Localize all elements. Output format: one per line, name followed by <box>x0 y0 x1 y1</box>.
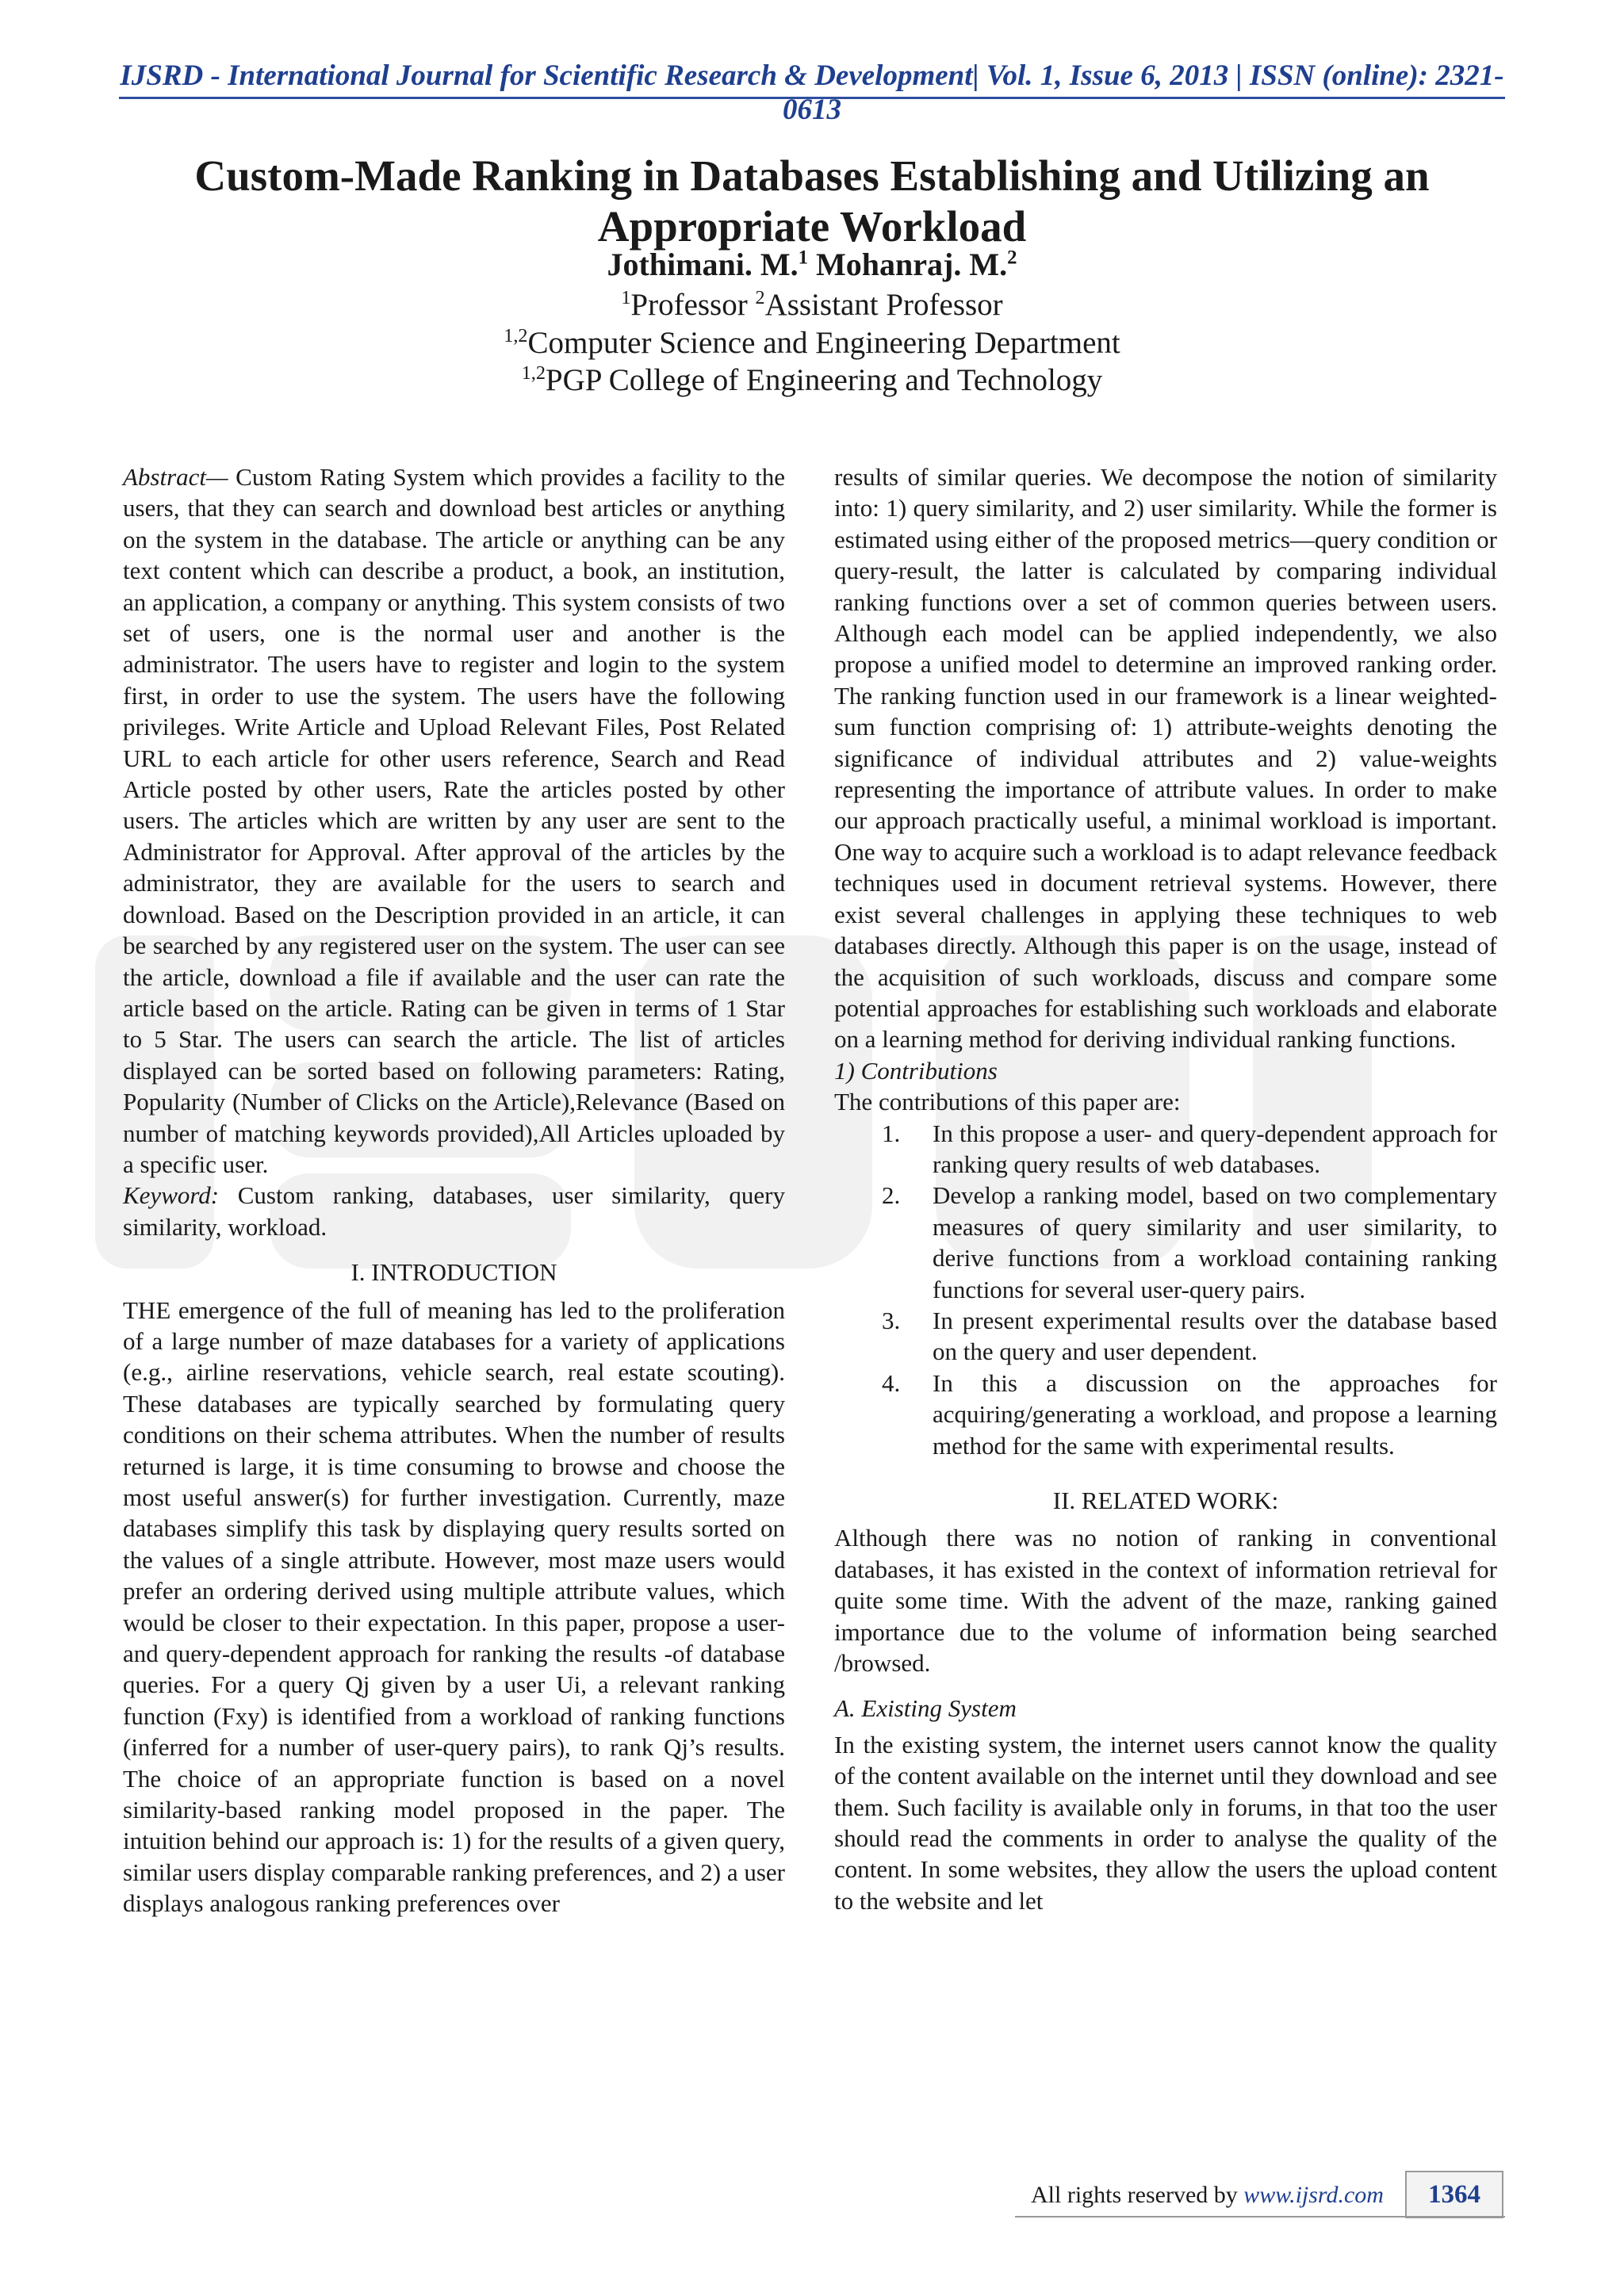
right-para-1: results of similar queries. We decompose the notion of similarity into: 1) query similarity, and 2) user similarity. While the former is estimated using either of the proposed metrics—query condition or query-result, the latter is calculated by comparing individual ranking functions over a set of common queries between users. Although each model can be applied independently, we also propose a unified model to determine an improved ranking order. The ranking function used in our framework is a linear weighted-sum function comprising of: 1) attribute-weights denoting the significance of individual attributes and 2) value-weights representing the importance of attribute values. In order to make our approach practically useful, a minimal workload is important. One way to acquire such a workload is to adapt relevance feedback techniques used in document retrieval systems. However, there exist several challenges in applying these techniques to web databases directly. Although this paper is on the usage, instead of the acquisition of such workloads, discuss and compare some potential approaches for establishing such workloads and elaborate on a learning method for deriving individual ranking functions. <box>834 463 1497 1054</box>
paper-title <box>119 151 1505 252</box>
title-line-2: Appropriate Workload <box>597 202 1027 251</box>
intro-text: THE emergence of the full of meaning has led to the proliferation of a large number of maze databases for a variety of applications (e.g., airline reservations, vehicle search, real estate scouting). These databases are typically searched by formulating query conditions on their schema attributes. When the number of results returned is large, it is time consuming to browse and choose the most useful answer(s) for further investigation. Currently, maze databases simplify this task by displaying query results sorted on the values of a single attribute. However, most maze users would prefer an ordering derived using multiple attribute values, which would be closer to their expectation. In this paper, propose a user- and query-dependent approach for ranking the results -of database queries. For a query Qj given by a user Ui, a relevant ranking function (Fxy) is identified from a workload of ranking functions (inferred for a number of user-query pairs), to rank Qj’s results. The choice of an appropriate function is based on a novel similarity-based ranking model proposed in the paper. The intuition behind our approach is: 1) for the results of a given query, similar users display comparable ranking preferences, and 2) a user displays analogous ranking preferences over <box>123 1295 785 1918</box>
list-text: Develop a ranking model, based on two complementary measures of query similarity and user similarity, to derive functions from a workload containing ranking functions for several user-query pairs. <box>933 1181 1497 1303</box>
aff-sup: 1,2 <box>504 325 528 346</box>
title-line-1: Custom-Made Ranking in Databases Establishing and Utilizing an <box>194 151 1430 200</box>
list-item <box>834 1118 1497 1181</box>
aff-position-2: Assistant Professor <box>764 288 1003 322</box>
page-number: 1364 <box>1405 2171 1503 2218</box>
list-number: 1. <box>882 1119 901 1147</box>
aff-sup: 1 <box>621 287 631 308</box>
affiliation-positions <box>119 287 1505 323</box>
keyword-text: Custom ranking, databases, user similarity, query similarity, workload. <box>123 1181 785 1241</box>
related-heading: II. RELATED WORK: <box>1052 1487 1279 1514</box>
keyword-label: Keyword: <box>123 1181 220 1210</box>
authors <box>119 246 1505 283</box>
left-column <box>123 461 785 1919</box>
existing-heading: A. Existing System <box>834 1694 1017 1723</box>
list-item <box>834 1368 1497 1461</box>
list-number: 2. <box>882 1181 901 1210</box>
affiliation-department <box>119 325 1505 361</box>
abstract-label: Abstract— <box>123 463 228 491</box>
footer-text <box>1031 2182 1384 2209</box>
author-2-sup: 2 <box>1007 247 1017 269</box>
footer-rights: All rights reserved by <box>1031 2182 1244 2208</box>
author-1: Jothimani. M. <box>607 247 799 282</box>
aff-position-1: Professor <box>630 288 756 322</box>
abstract <box>123 461 785 1180</box>
journal-header: IJSRD - International Journal for Scientific Research & Development| Vol. 1, Issue 6, 2013 | ISSN (online): 2321-0613 <box>120 59 1504 126</box>
related-text: Although there was no notion of ranking in conventional databases, it has existed in the context of information retrieval for quite some time. With the advent of the maze, ranking gained importance due to the volume of information being searched /browsed. <box>834 1524 1497 1678</box>
contributions-list <box>834 1118 1497 1461</box>
aff-sup: 1,2 <box>521 362 546 384</box>
list-number: 3. <box>882 1306 901 1334</box>
list-number: 4. <box>882 1368 901 1397</box>
aff-college: PGP College of Engineering and Technology <box>545 363 1103 397</box>
affiliation-college <box>119 362 1505 398</box>
existing-text: In the existing system, the internet users cannot know the quality of the content available on the internet until they download and see them. Such facility is available only in forums, in that too the user should read the comments in order to analyse the quality of the content. In some websites, they allow the users the upload content to the website and let <box>834 1730 1497 1915</box>
intro-heading: I. INTRODUCTION <box>350 1258 557 1287</box>
author-1-sup: 1 <box>798 247 809 269</box>
author-2: Mohanraj. M. <box>816 247 1008 282</box>
contrib-intro: The contributions of this paper are: <box>834 1088 1181 1116</box>
list-item <box>834 1180 1497 1305</box>
footer-url[interactable]: www.ijsrd.com <box>1243 2182 1384 2208</box>
right-column <box>834 461 1497 1916</box>
aff-department: Computer Science and Engineering Department <box>527 326 1120 360</box>
header-rule <box>119 97 1505 99</box>
list-text: In this a discussion on the approaches for acquiring/generating a workload, and propose a learning method for the same with experimental results. <box>933 1368 1497 1460</box>
abstract-text: Custom Rating System which provides a facility to the users, that they can search and download best articles or anything on the system in the database. The article or anything can be any text content which can describe a product, a book, an institution, an application, a company or anything. This system consists of two set of users, one is the normal user and another is the administrator. The users have to register and login to the system first, in order to use the system. The users have the following privileges. Write Article and Upload Relevant Files, Post Related URL to each article for other users reference, Search and Read Article posted by other users, Rate the articles posted by other users. The articles which are written by any user are sent to the Administrator for Approval. After approval of the articles by the administrator, they are available for the users to search and download. Based on the Description provided in an article, it can be searched by any registered user on the system. The user can see the article, download a file if available and the user can rate the article based on the article. Rating can be given in terms of 1 Star to 5 Star. The users can search the article. The list of articles displayed can be sorted based on following parameters: Rating, Popularity (Number of Clicks on the Article),Relevance (Based on number of matching keywords provided),All Articles uploaded by a specific user. <box>123 463 785 1178</box>
keywords <box>123 1180 785 1242</box>
aff-sup: 2 <box>755 287 765 308</box>
contrib-heading: 1) Contributions <box>834 1056 998 1085</box>
footer-rule <box>1015 2216 1505 2218</box>
list-text: In present experimental results over the database based on the query and user dependent. <box>933 1306 1497 1366</box>
list-item <box>834 1305 1497 1368</box>
list-text: In this propose a user- and query-dependent approach for ranking query results of web databases. <box>933 1119 1497 1178</box>
